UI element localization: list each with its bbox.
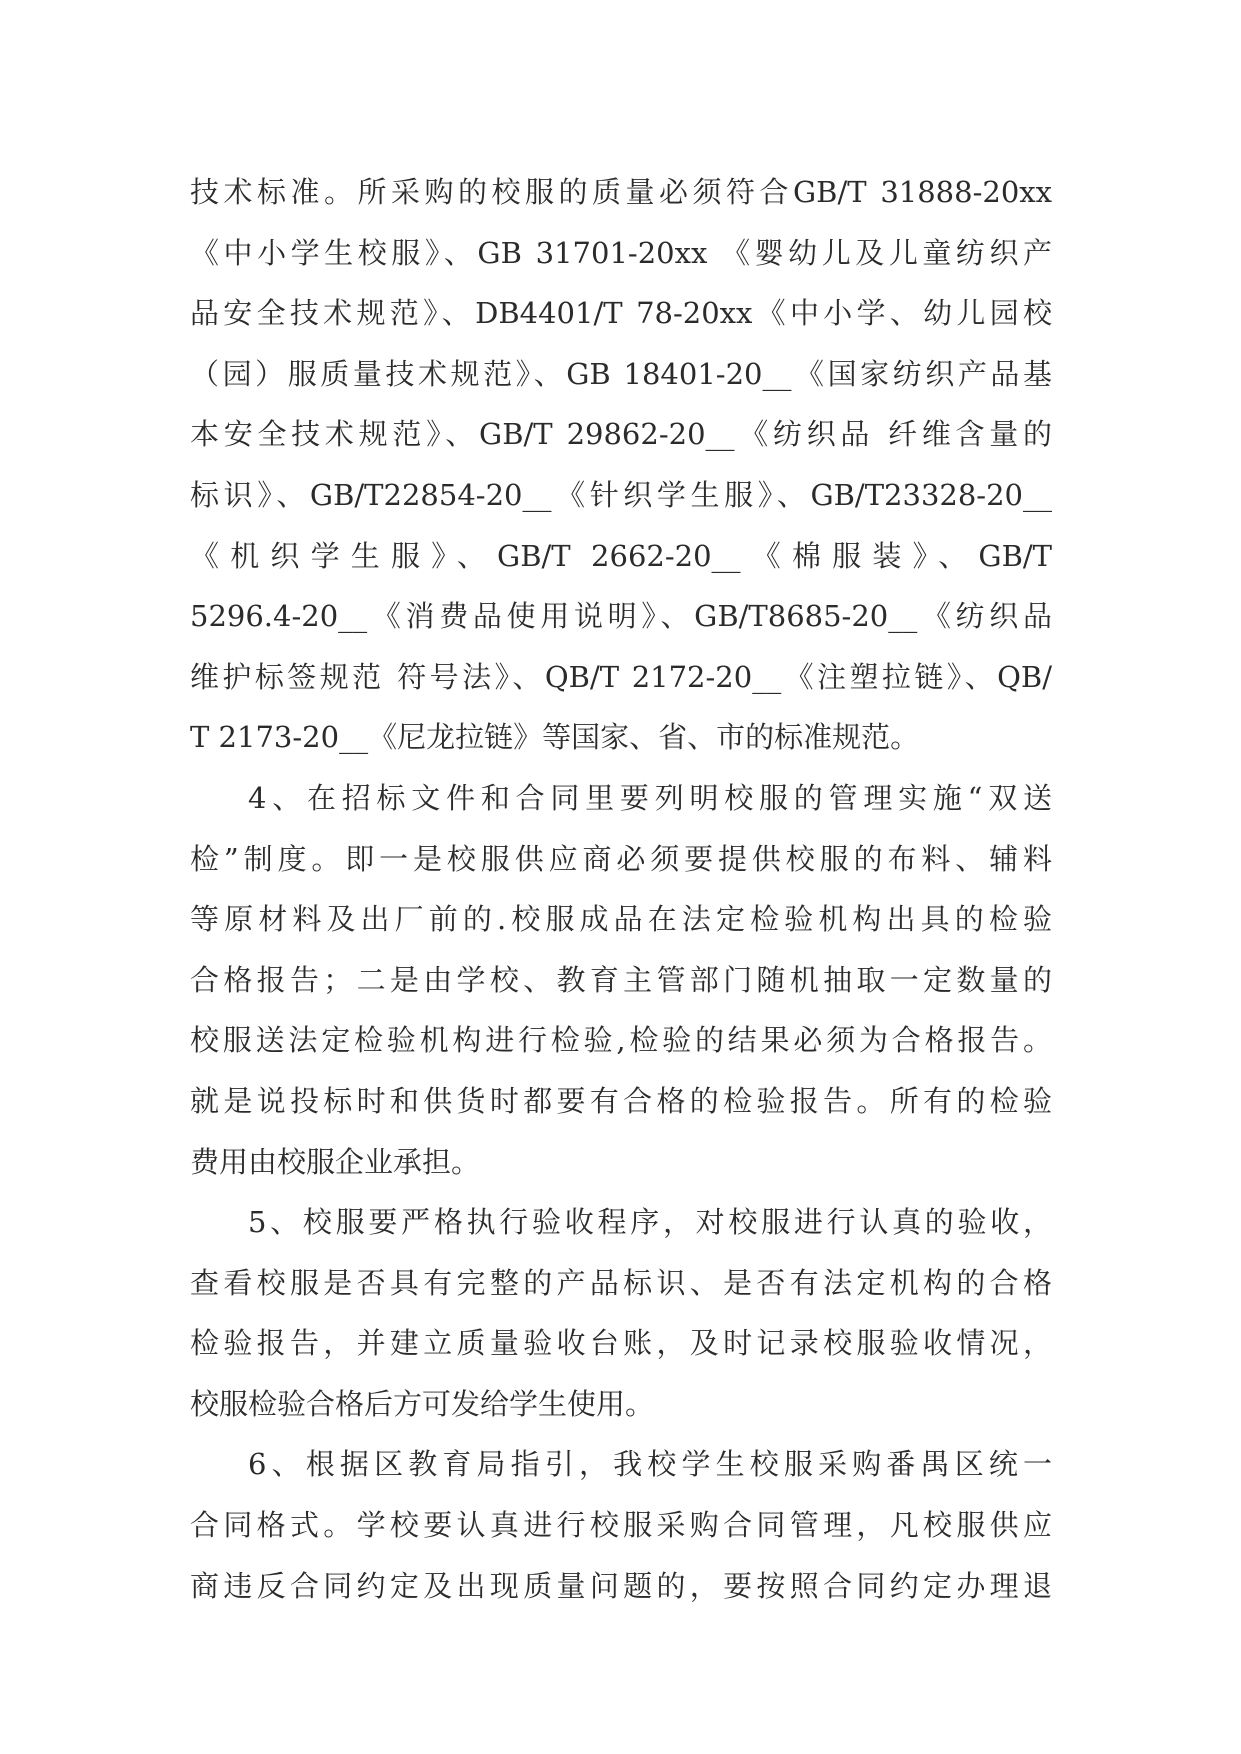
text-line: 费用由校服企业承担。 <box>190 1144 481 1179</box>
text-line: 《中小学生校服》、GB 31701-20xx 《婴幼儿及儿童纺织产 <box>190 235 1052 270</box>
paragraph-start-line: 6、根据区教育局指引，我校学生校服采购番禺区统一 <box>248 1447 1052 1482</box>
text-line: （园）服质量技术规范》、GB 18401-20__《国家纺织产品基 <box>190 356 1052 391</box>
text-line: 检验报告，并建立质量验收台账，及时记录校服验收情况， <box>190 1326 1052 1361</box>
text-line: 《机织学生服》、GB/T 2662-20__《棉服装》、GB/T <box>190 538 1052 573</box>
text-line: 标识》、GB/T22854-20__《针织学生服》、GB/T23328-20__ <box>190 477 1052 512</box>
text-line: 校服检验合格后方可发给学生使用。 <box>190 1386 655 1421</box>
text-line: 就是说投标时和供货时都要有合格的检验报告。所有的检验 <box>190 1083 1052 1118</box>
text-line: 品安全技术规范》、DB4401/T 78-20xx《中小学、幼儿园校 <box>190 296 1052 331</box>
text-line: 查看校服是否具有完整的产品标识、是否有法定机构的合格 <box>190 1265 1052 1300</box>
text-line: 5296.4-20__《消费品使用说明》、GB/T8685-20__《纺织品 <box>190 599 1052 634</box>
text-line: 商违反合同约定及出现质量问题的，要按照合同约定办理退 <box>190 1568 1052 1603</box>
text-line: 校服送法定检验机构进行检验,检验的结果必须为合格报告。 <box>190 1023 1052 1058</box>
paragraph-start-line: 4、在招标文件和合同里要列明校服的管理实施“双送 <box>248 780 1052 815</box>
text-line: 合同格式。学校要认真进行校服采购合同管理，凡校服供应 <box>190 1508 1052 1543</box>
paragraph-start-line: 5、校服要严格执行验收程序，对校服进行认真的验收， <box>248 1205 1052 1240</box>
text-line: 技术标准。所采购的校服的质量必须符合GB/T 31888-20xx <box>190 175 1052 209</box>
text-line: 等原材料及出厂前的.校服成品在法定检验机构出具的检验 <box>190 902 1052 937</box>
body-text <box>190 162 1052 1616</box>
text-line: 维护标签规范 符号法》、QB/T 2172-20__《注塑拉链》、QB/ <box>190 659 1052 694</box>
text-line: 合格报告；二是由学校、教育主管部门随机抽取一定数量的 <box>190 962 1052 997</box>
text-line: T 2173-20__《尼龙拉链》等国家、省、市的标准规范。 <box>190 720 920 755</box>
text-line: 检”制度。即一是校服供应商必须要提供校服的布料、辅料 <box>190 841 1052 876</box>
text-line: 本安全技术规范》、GB/T 29862-20__《纺织品 纤维含量的 <box>190 417 1052 452</box>
